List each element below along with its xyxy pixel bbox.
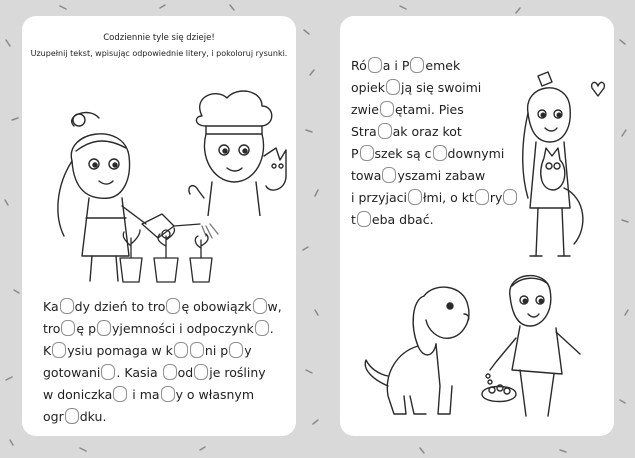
letter-gap[interactable] [386,79,400,95]
letter-gap[interactable] [190,342,204,358]
fill-in-text [351,55,518,231]
text-line: i przyjaci łmi, o kt ry [351,187,518,209]
text-line: towa yszami zabaw [351,168,486,183]
text-line: ogr dku. [43,409,107,424]
letter-gap[interactable] [113,386,127,402]
left-page [22,16,296,436]
text-line: w doniczka i ma y o własnym [43,387,254,402]
text-line: K ysiu pomaga w k ni p y [43,343,252,358]
text-line: P szek są c downymi [351,146,505,161]
letter-gap[interactable] [163,364,177,380]
letter-gap[interactable] [475,189,489,205]
text-line: Stra ak oraz kot [351,124,462,139]
text-line: Ka dy dzień to tro ę obowiązk w, [43,299,282,314]
letter-gap[interactable] [166,298,180,314]
letter-gap[interactable] [368,57,382,73]
letter-gap[interactable] [61,320,75,336]
text-line: opiek ją się swoimi [351,80,482,95]
dog-illustration [354,276,484,421]
letter-gap[interactable] [161,386,175,402]
letter-gap[interactable] [410,57,424,73]
letter-gap[interactable] [378,123,392,139]
letter-gap[interactable] [229,342,243,358]
text-line: zwie ętami. Pies [351,102,464,117]
letter-gap[interactable] [65,408,79,424]
girl-holding-cat-illustration [508,68,608,263]
right-page [340,16,614,436]
letter-gap[interactable] [253,298,267,314]
letter-gap[interactable] [174,342,188,358]
letter-gap[interactable] [357,211,371,227]
text-line: Ró a i P emek [351,58,461,73]
fill-in-text [43,296,282,428]
page-title: Codziennie tyle się dzieje! [103,33,215,43]
boy-chef-with-cat-illustration [182,86,292,216]
letter-gap[interactable] [52,342,66,358]
letter-gap[interactable] [433,145,447,161]
instruction-text: Uzupełnij tekst, wpisując odpowiednie litery, i pokoloruj rysunki. [30,49,288,58]
letter-gap[interactable] [101,364,115,380]
text-line: gotowani . Kasia od je rośliny [43,365,266,380]
letter-gap[interactable] [194,364,208,380]
letter-gap[interactable] [360,145,374,161]
letter-gap[interactable] [60,298,74,314]
letter-gap[interactable] [380,101,394,117]
boy-feeding-dog-illustration [476,266,606,421]
letter-gap[interactable] [255,320,269,336]
letter-gap[interactable] [408,189,422,205]
text-line: t eba dbać. [351,212,434,227]
letter-gap[interactable] [97,320,111,336]
letter-gap[interactable] [382,167,396,183]
text-line: tro ę p yjemności i odpoczynk . [43,321,274,336]
